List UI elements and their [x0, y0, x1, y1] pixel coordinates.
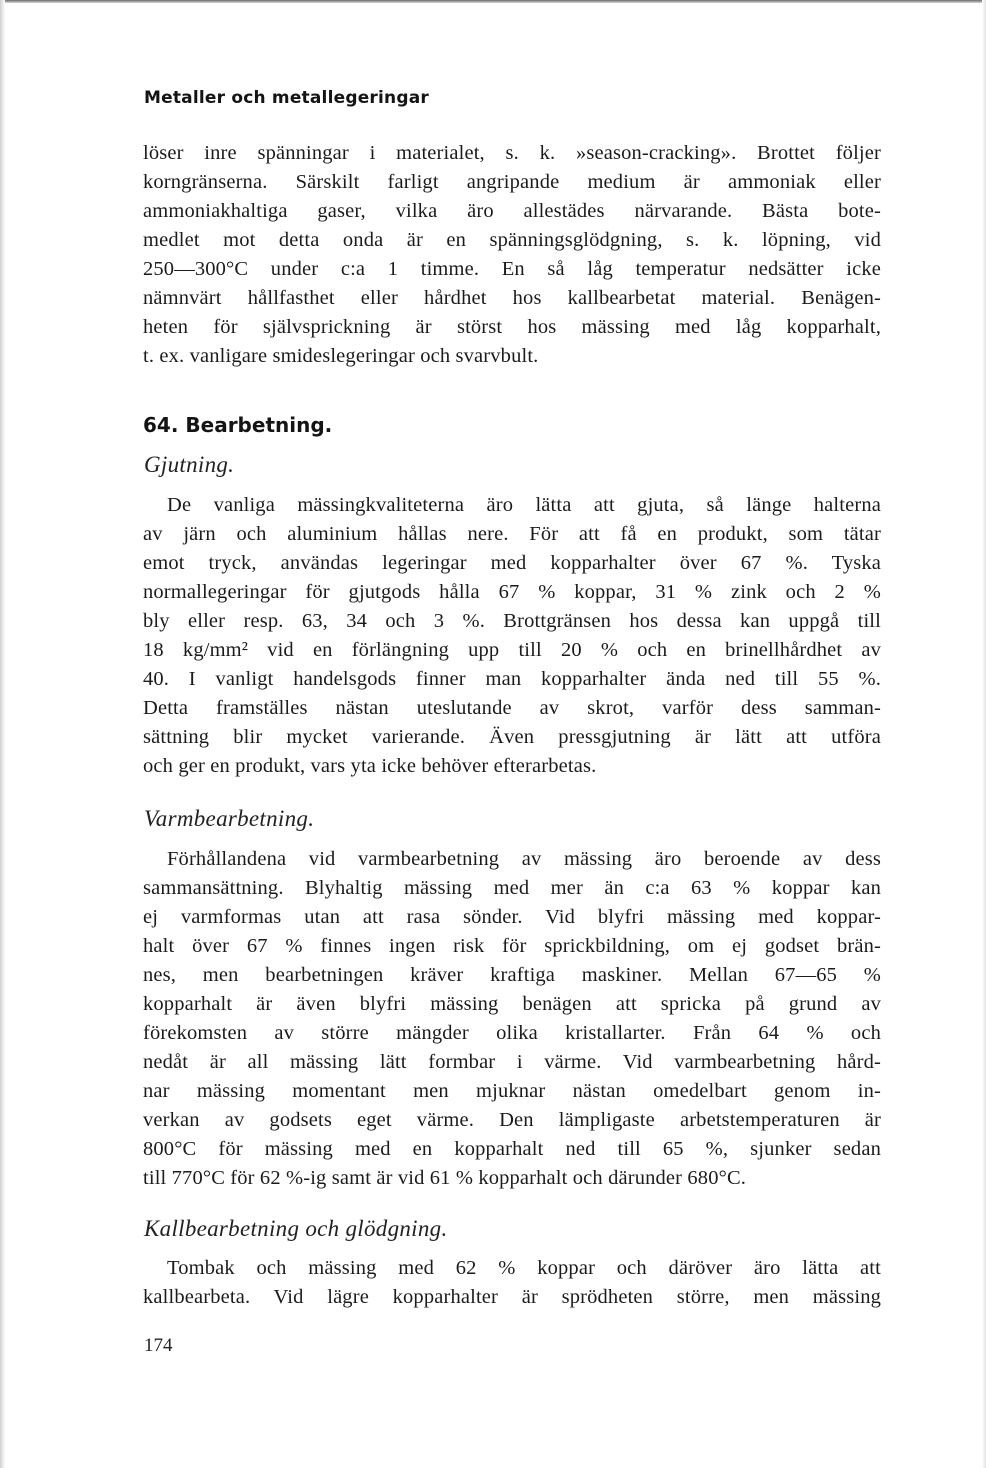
text-line: 18 kg/mm² vid en förlängning upp till 20 % och en brinellhårdhet av [143, 639, 881, 661]
text-line: emot tryck, användas legeringar med kopparhalter över 67 %. Tyska [143, 552, 881, 574]
text-line: kopparhalt är även blyfri mässing benägen att spricka på grund av [143, 993, 881, 1015]
section-title: 64. Bearbetning. [143, 413, 333, 437]
text-line: Tombak och mässing med 62 % koppar och däröver äro lätta att [167, 1257, 881, 1279]
text-line: ej varmformas utan att rasa sönder. Vid blyfri mässing med koppar- [143, 906, 881, 928]
page-top-edge [0, 0, 986, 3]
text-line: sättning blir mycket varierande. Även pressgjutning är lätt att utföra [143, 726, 881, 748]
text-line: 250—300°C under c:a 1 timme. En så låg temperatur nedsätter icke [143, 258, 881, 280]
text-line: heten för självsprickning är störst hos mässing med låg kopparhalt, [143, 316, 881, 338]
text-line: förekomsten av större mängder olika kristallarter. Från 64 % och [143, 1022, 881, 1044]
page-number: 174 [144, 1335, 173, 1356]
text-line: nedåt är all mässing lätt formbar i värme. Vid varmbearbetning hård- [143, 1051, 881, 1073]
text-line: till 770°C för 62 %-ig samt är vid 61 % kopparhalt och därunder 680°C. [143, 1167, 747, 1189]
text-line: Detta framställes nästan uteslutande av skrot, varför dess samman- [143, 697, 881, 719]
paragraph-gjutning [143, 491, 881, 781]
paragraph-varmbearbetning [143, 845, 881, 1193]
text-line: bly eller resp. 63, 34 och 3 %. Brottgränsen hos dessa kan uppgå till [143, 610, 881, 632]
text-line: nämnvärt hållfasthet eller hårdhet hos kallbearbetat material. Benägen- [143, 287, 881, 309]
page-left-edge [0, 0, 5, 1468]
text-line: nar mässing momentant men mjuknar nästan omedelbart genom in- [143, 1080, 881, 1102]
intro-paragraph [143, 139, 881, 371]
text-line: och ger en produkt, vars yta icke behöver efterarbetas. [143, 755, 597, 777]
text-line: t. ex. vanligare smideslegeringar och svarvbult. [143, 345, 539, 367]
text-line: löser inre spänningar i materialet, s. k. »season-cracking». Brottet följer [143, 142, 881, 164]
text-line: kallbearbeta. Vid lägre kopparhalter är sprödheten större, men mässing [143, 1286, 881, 1308]
text-line: De vanliga mässingkvaliteterna äro lätta att gjuta, så länge halterna [167, 494, 881, 516]
text-line: 800°C för mässing med en kopparhalt ned till 65 %, sjunker sedan [143, 1138, 881, 1160]
subheading-gjutning: Gjutning. [144, 452, 235, 477]
text-line: Förhållandena vid varmbearbetning av mässing äro beroende av dess [167, 848, 881, 870]
running-head: Metaller och metallegeringar [144, 88, 429, 108]
text-line: halt över 67 % finnes ingen risk för sprickbildning, om ej godset brän- [143, 935, 881, 957]
text-line: nes, men bearbetningen kräver kraftiga maskiner. Mellan 67—65 % [143, 964, 881, 986]
subheading-varmbearbetning: Varmbearbetning. [144, 806, 315, 831]
text-line: av järn och aluminium hållas nere. För att få en produkt, som tätar [143, 523, 881, 545]
text-line: verkan av godsets eget värme. Den lämpligaste arbetstemperaturen är [143, 1109, 881, 1131]
text-line: ammoniakhaltiga gaser, vilka äro allestädes närvarande. Bästa bote- [143, 200, 881, 222]
subheading-kallbearbetning: Kallbearbetning och glödgning. [144, 1216, 448, 1241]
text-line: sammansättning. Blyhaltig mässing med mer än c:a 63 % koppar kan [143, 877, 881, 899]
page-right-edge [982, 0, 986, 1468]
paragraph-kallbearbetning [143, 1254, 881, 1312]
text-line: normallegeringar för gjutgods hålla 67 % koppar, 31 % zink och 2 % [143, 581, 881, 603]
text-line: medlet mot detta onda är en spänningsglödgning, s. k. löpning, vid [143, 229, 881, 251]
text-line: 40. I vanligt handelsgods finner man kopparhalter ända ned till 55 %. [143, 668, 881, 690]
text-line: korngränserna. Särskilt farligt angripande medium är ammoniak eller [143, 171, 881, 193]
